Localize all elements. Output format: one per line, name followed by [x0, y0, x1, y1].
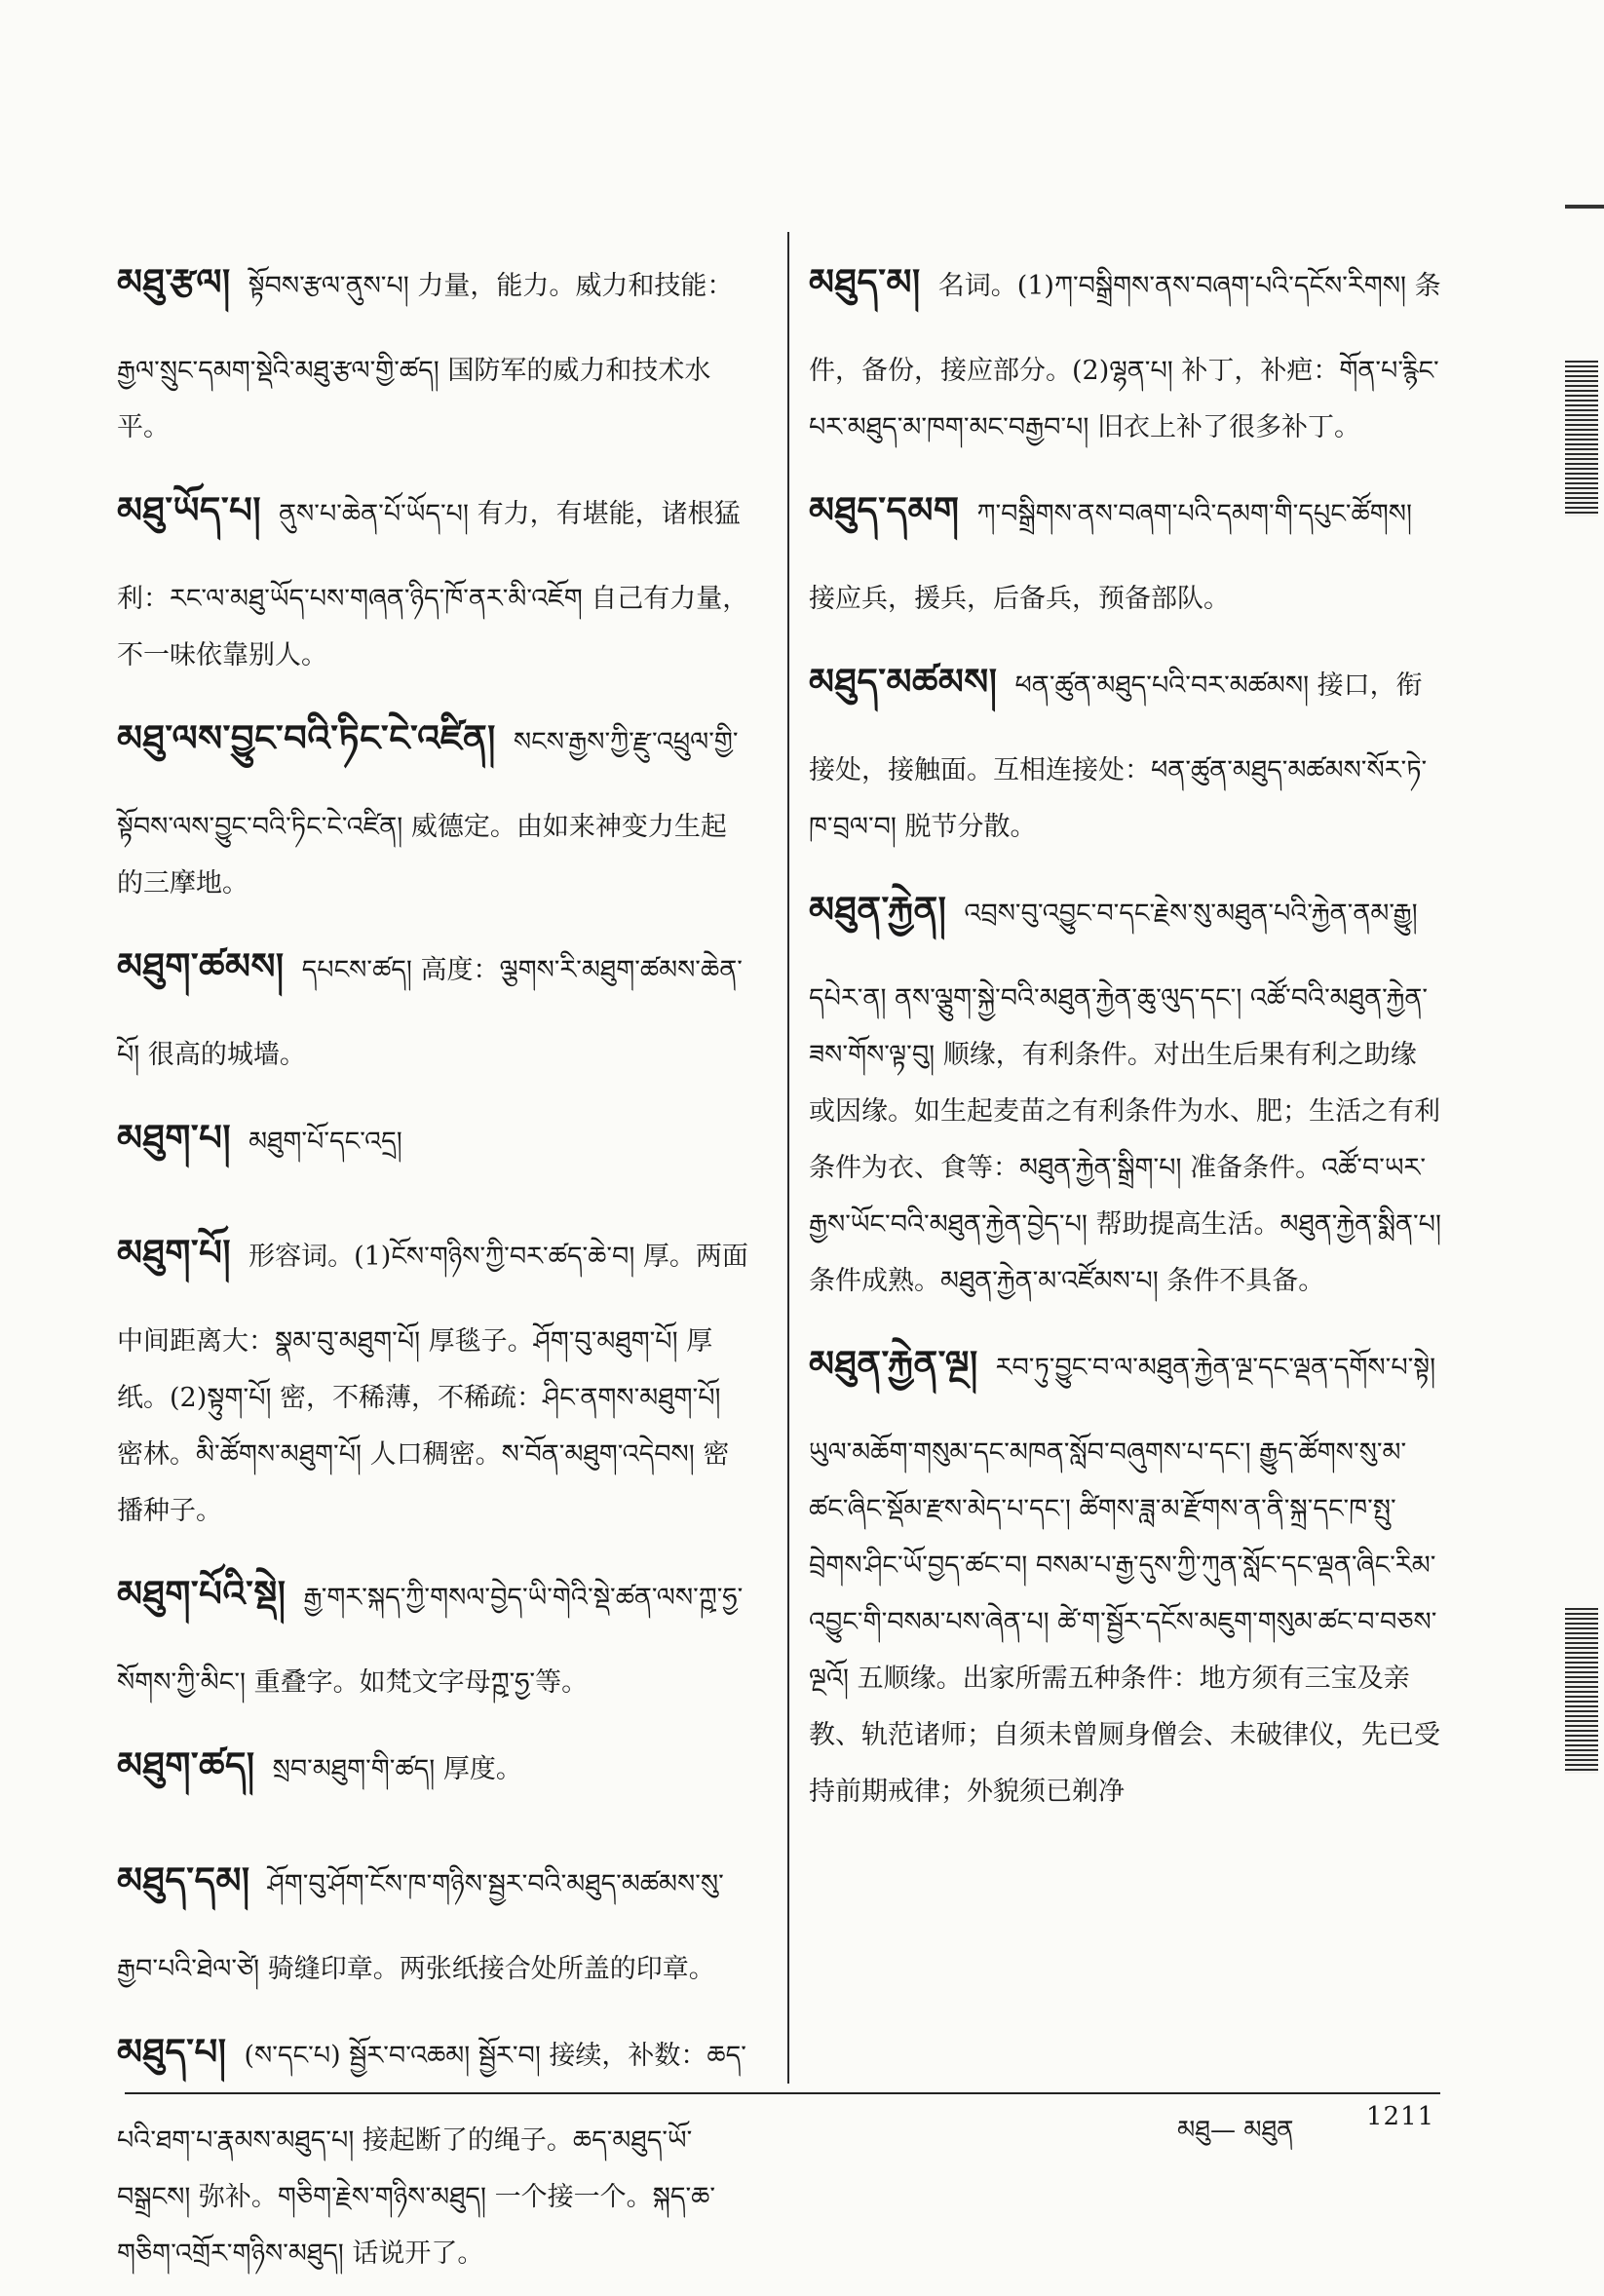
- entry-headword: མཐུག་པོ།: [117, 1231, 232, 1274]
- entry-definition: རྒྱ་གར་སྐད་ཀྱི་གསལ་བྱེད་ཡི་གེའི་སྡེ་ཚན་ལས་ཀྵ་ཧྱ་སོགས་ཀྱི་མིང་། 重叠字。如梵文字母ཀྵ་ཧྱ་等。: [117, 1583, 744, 1698]
- entry-definition: དཔངས་ཚད། 高度：ལྕགས་རི་མཐུག་ཚམས་ཆེན་པོ། 很高的城墙。: [117, 955, 743, 1070]
- entry: [809, 242, 1442, 456]
- entry-headword: མཐུད་དམ།: [117, 1858, 250, 1901]
- entry-definition: སྲབ་མཐུག་གི་ཚད། 厚度。: [272, 1754, 522, 1784]
- entry: [117, 2011, 750, 2282]
- entry-definition: ཕན་ཚུན་མཐུད་པའི་བར་མཚམས། 接口，衔接处，接触面。互相连接处：ཕན་ཚུན་མཐུད་མཚམས་སོར་ཏེ་ཁ་བྲལ་བ། 脱节分散。: [809, 670, 1428, 842]
- entry-headword: མཐུག་པ།: [117, 1116, 232, 1159]
- page-number: 1211: [1366, 2102, 1435, 2131]
- entry: [809, 869, 1442, 1310]
- footer-rule: [125, 2092, 1440, 2094]
- entry-headword: མཐུག་ཚམས།: [117, 944, 285, 987]
- entry-definition: སྟོབས་རྩལ་ནུས་པ། 力量，能力。威力和技能：རྒྱལ་སྲུང་དམག་སྡེའི་མཐུ་རྩལ་གྱི་ཚད། 国防军的威力和技术水平。: [117, 271, 734, 442]
- entry-headword: མཐུག་པོའི་སྡེ།: [117, 1572, 286, 1615]
- entry-definition: རབ་ཏུ་བྱུང་བ་ལ་མཐུན་རྐྱེན་ལྔ་དང་ལྡན་དགོས་པ་སྟེ། ཡུལ་མཆོག་གསུམ་དང་མཁན་སློབ་བཞུགས་པ་དང་། རྒྱུད་ཚོགས་སུ་མ་ཚང་ཞིང་སྡོམ་རྫས་མེད་པ་དང་། ཚིགས་ཟླ་མ་རྫོགས་ན་ནི་སྐྲ་དང་ཁ་སྤུ་བྲེགས་ཤིང་ཡོ་བྱད་ཚང་བ། བསམ་པ་རྒྱ་དུས་ཀྱི་ཀུན་སློང་དང་ལྡན་ཞིང་རིམ་འབྱུང་གི་བསམ་པས་ཞེན་པ། ཚེ་ག་སྦྱོར་དངོས་མཇུག་གསུམ་ཚང་བ་བཅས་ལྔའོ། 五顺缘。出家所需五种条件：地方须有三宝及亲教、轨范诸师；自须未曾厕身僧会、未破律仪，先已受持前期戒律；外貌须已剃净: [809, 1353, 1440, 1807]
- footer-headword-range: མཐུ— མཐུན: [1177, 2116, 1294, 2145]
- scan-edge-mark: [1565, 205, 1604, 209]
- entry-headword: མཐུན་རྐྱེན།: [809, 888, 947, 931]
- entry: [809, 470, 1442, 628]
- entry-headword: མཐུད་མ།: [809, 260, 921, 303]
- left-column: [117, 242, 750, 2296]
- entry: [117, 242, 750, 456]
- entry-definition: འབྲས་བུ་འབྱུང་བ་དང་རྗེས་སུ་མཐུན་པའི་རྐྱེན་ནམ་རྒྱུ། དཔེར་ན། ནས་ལྕུག་སྐྱེ་བའི་མཐུན་རྐྱེན་ཆུ་ལུད་དང་། འཚོ་བའི་མཐུན་རྐྱེན་ཟས་གོས་ལྟ་བུ། 顺缘，有利条件。对出生后果有利之助缘或因缘。如生起麦苗之有利条件为水、肥；生活之有利条件为衣、食等：མཐུན་རྐྱེན་སྒྲིག་པ། 准备条件。འཚོ་བ་ཡར་རྒྱས་ཡོང་བའི་མཐུན་རྐྱེན་བྱེད་པ། 帮助提高生活。མཐུན་རྐྱེན་སྨིན་པ། 条件成熟。མཐུན་རྐྱེན་མ་འཛོམས་པ། 条件不具备。: [809, 899, 1441, 1296]
- entry: [117, 1840, 750, 1998]
- entry: [117, 1725, 750, 1826]
- column-divider: [787, 232, 789, 2084]
- entry: [117, 1212, 750, 1540]
- entry-headword: མཐུག་ཚད།: [117, 1743, 255, 1786]
- scan-edge-mark: [1565, 361, 1598, 517]
- scan-edge-mark: [1565, 1608, 1598, 1774]
- entry: [117, 470, 750, 684]
- entry: [117, 698, 750, 912]
- entry-definition: (ས་དང་པ) སྦྱོར་བ་འཆམ། སྦྱོར་བ། 接续，补数：ཆད་པའི་ཐག་པ་རྣམས་མཐུད་པ། 接起断了的绳子。ཆད་མཐུད་ཡོ་བསྒྲངས། 弥补。གཅིག་རྗེས་གཉིས་མཐུད། 一个接一个。སྐད་ཆ་གཅིག་འགྲོར་གཉིས་མཐུད། 话说开了。: [117, 2041, 746, 2269]
- entry-definition: 形容词。(1)ངོས་གཉིས་ཀྱི་བར་ཚད་ཆེ་བ། 厚。两面中间距离大：སྣམ་བུ་མཐུག་པོ། 厚毯子。ཤོག་བུ་མཐུག་པོ། 厚纸。(2)སྟུག་པོ། 密，不稀薄，不稀疏：ཤིང་ནགས་མཐུག་པོ། 密林。མི་ཚོགས་མཐུག་པོ། 人口稠密。ས་བོན་མཐུག་འདེབས། 密播种子。: [117, 1242, 748, 1526]
- entry-headword: མཐུ་ཡོད་པ།: [117, 488, 262, 531]
- entry: [117, 1553, 750, 1711]
- entry-headword: མཐུད་མཚམས།: [809, 660, 998, 703]
- entry-headword: མཐུན་རྐྱེན་ལྔ།: [809, 1342, 978, 1385]
- entry-definition: ནུས་པ་ཆེན་པོ་ཡོད་པ། 有力，有堪能，诸根猛利：རང་ལ་མཐུ་ཡོད་པས་གཞན་ཉིད་ཁོ་ནར་མི་འཇོག 自己有力量，不一味依靠别人。: [117, 499, 749, 670]
- entry-definition: 名词。(1)ཀ་བསྒྲིགས་ནས་བཞག་པའི་དངོས་རིགས། 条件，备份，接应部分。(2)ལྷན་པ། 补丁，补疤：གོན་པ་རྙིང་པར་མཐུད་མ་ཁག་མང་བརྒྱབ་པ། 旧衣上补了很多补丁。: [809, 271, 1441, 442]
- right-column: [809, 242, 1442, 1834]
- entry-definition: ཤོག་བུ་ཤོག་ངོས་ཁ་གཉིས་སྦྱར་བའི་མཐུད་མཚམས་སུ་རྒྱབ་པའི་ཐེལ་ཙེ། 骑缝印章。两张纸接合处所盖的印章。: [117, 1869, 724, 1984]
- entry-headword: མཐུད་པ།: [117, 2030, 227, 2073]
- entry-definition: སངས་རྒྱས་ཀྱི་རྫུ་འཕྲུལ་གྱི་སྟོབས་ལས་བྱུང་བའི་ཏིང་ངེ་འཛིན། 威德定。由如来神变力生起的三摩地。: [117, 727, 739, 899]
- entry: [809, 641, 1442, 856]
- entry-headword: མཐུད་དམག: [809, 488, 960, 531]
- entry-headword: མཐུ་རྩལ།: [117, 260, 231, 303]
- entry: [117, 926, 750, 1084]
- entry-definition: མཐུག་པོ་དང་འདྲ།: [248, 1127, 402, 1157]
- entry: [809, 1323, 1442, 1820]
- entry-definition: ཀ་བསྒྲིགས་ནས་བཞག་པའི་དམག་གི་དཔུང་ཚོགས། 接应兵，援兵，后备兵，预备部队。: [809, 499, 1412, 614]
- entry-headword: མཐུ་ལས་བྱུང་བའི་ཏིང་ངེ་འཛིན།: [117, 716, 496, 759]
- entry: [117, 1097, 750, 1199]
